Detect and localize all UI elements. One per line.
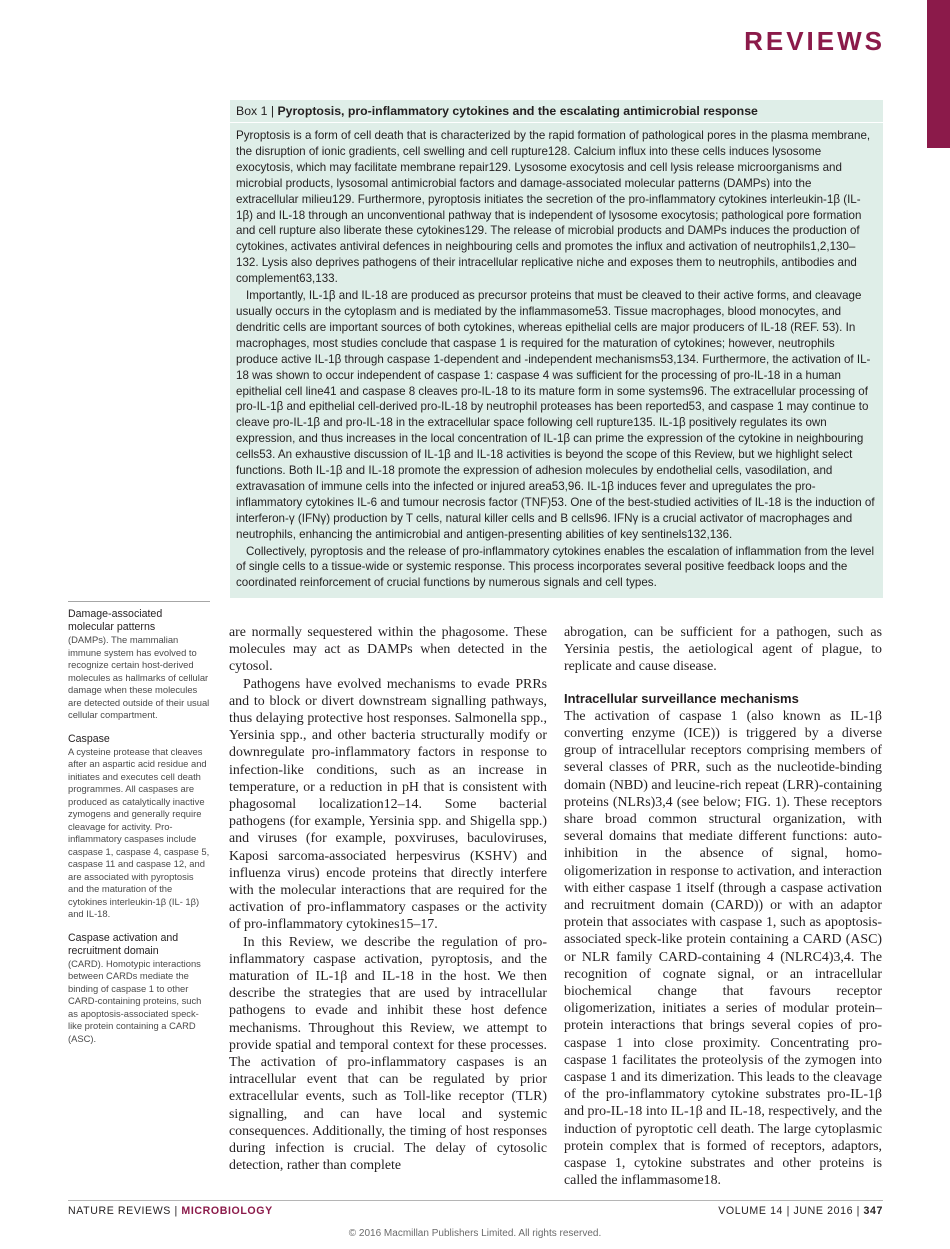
- body-paragraph: abrogation, can be sufficient for a pathogen, such as Yersinia pestis, the aetiological agent of plague, to replicate and cause disease.: [564, 625, 882, 675]
- footer-issue: [718, 1205, 883, 1217]
- body-paragraph: are normally sequestered within the phagosome. These molecules may act as DAMPs when detected in the cytosol.: [229, 625, 547, 675]
- body-paragraph: The activation of caspase 1 (also known as IL-1β converting enzyme (ICE)) is triggered by a diverse group of intracellular receptors comprising members of several classes of PRR, such as the nucleotide-binding domain (NBD) and leucine-rich repeat (LRR)-containing proteins (NLRs)3,4 (see below; FIG. 1). These receptors share broad common structural organization, with several domains that mediate different functions: auto-inhibition in the absence of signal, homo-oligomerization in response to activation, and interaction with either caspase 1 itself (through a caspase activation and recruitment domain (CARD)) or with an adaptor protein that associates with caspase 1, such as apoptosis-associated speck-like protein containing a CARD (ASC) or NLR family CARD-containing 4 (NLRC4)3,4. The recognition of cognate signal, or an intracellular biochemical change that favours receptor oligomerization, initiates a series of modular protein–protein interactions that brings several copies of pro-caspase 1 into close proximity. Concentrating pro-caspase 1 facilitates the proteolysis of the zymogen into caspase 1 and its dimerization. This leads to the cleavage of the pro-inflammatory cytokine substrates pro-IL-1β and pro-IL-18 into IL-1β and IL-18, respectively, and the induction of pyroptotic cell death. The large cytoplasmic protein complex that is formed of receptors, adaptors, caspase 1, cytokine substrates and other proteins is called the inflammasome18.: [564, 708, 882, 1189]
- glossary-entry: [68, 733, 210, 921]
- body-paragraph: In this Review, we describe the regulation of pro-inflammatory caspase activation, pyroptosis, and the maturation of IL-1β and IL-18 in the host. We then describe the strategies that are used by intracellular pathogens to evade and inhibit these host defence mechanisms. Throughout this Review, we attempt to provide spatial and temporal context for these processes. The activation of pro-inflammatory caspases is an intracellular event that can be regulated by prior extracellular events, such as Toll-like receptor (TLR) signalling, and can have local and systemic consequences. Additionally, the timing of host responses during infection is crucial. The delay of cytosolic detection, rather than complete: [229, 934, 547, 1174]
- glossary-entry: [68, 932, 210, 1046]
- box-paragraph-3: Collectively, pyroptosis and the release of pro-inflammatory cytokines enables the escalation of inflammation from the level of single cells to a tissue-wide or systemic response. This process incorporates several positive feedback loops and the coordinated reinforcement of crucial functions by numerous signals and cell types.: [236, 544, 875, 590]
- left-column: [229, 624, 547, 1175]
- page-footer: [68, 1205, 883, 1219]
- glossary-definition: A cysteine protease that cleaves after an aspartic acid residue and initiates and executes cell death programmes. All caspases are produced as catalytically inactive zymogens and generally require cleavage for activity. Pro-inflammatory caspases include caspase 1, caspase 4, caspase 5, caspase 11 and caspase 12, and are associated with pyroptosis and the maturation of the cytokines interleukin-1β (IL- 1β) and IL-18.: [68, 745, 210, 919]
- journal-section: MICROBIOLOGY: [181, 1205, 273, 1217]
- section-color-tab: [927, 0, 950, 148]
- glossary-definition: (DAMPs). The mammalian immune system has evolved to recognize certain host-derived molecules as hallmarks of cellular damage when these molecules are detected outside of their usual cellular compartment.: [68, 634, 210, 720]
- box-title-separator: |: [267, 104, 278, 118]
- section-label: REVIEWS: [744, 26, 885, 56]
- footer-journal: [68, 1205, 273, 1217]
- glossary-entry: [68, 608, 210, 722]
- box-paragraph-1: Pyroptosis is a form of cell death that is characterized by the rapid formation of pathological pores in the plasma membrane, the disruption of ionic gradients, cell swelling and cell rupture128. Calcium influx into these cells induces lysosome exocytosis, which may facilitate membrane repair129. Lysosome exocytosis and cell lysis release microorganisms and microbial products, lysosomal antimicrobial factors and damage-associated molecular patterns (DAMPs) into the extracellular milieu129. Furthermore, pyroptosis initiates the secretion of the pro-inflammatory cytokines interleukin-1β (IL-1β) and IL-18 through an unconventional pathway that is independent of lysosome exocytosis; pathological pore formation and cell rupture also liberate these cytokines129. The release of microbial products and DAMPs induces the production of cytokines, activates antiviral defences in neighbouring cells and promotes the influx and activation of neutrophils1,2,130–132. Lysis also deprives pathogens of their intracellular replicative niche and exposes them to neutrophils, antibodies and complement63,133.: [236, 129, 871, 286]
- glossary-definition: (CARD). Homotypic interactions between CARDs mediate the binding of caspase 1 to other CARD-containing proteins, such as apoptosis-associated speck-like protein containing a CARD (ASC).: [68, 957, 202, 1044]
- box-label: Box 1: [236, 104, 268, 118]
- box-1: [230, 100, 883, 598]
- box-title-text: Pyroptosis, pro-inflammatory cytokines and the escalating antimicrobial response: [277, 104, 758, 118]
- body-paragraph: Pathogens have evolved mechanisms to evade PRRs and to block or divert downstream signalling pathways, thus delaying protective host responses. Salmonella spp., Yersinia spp., and other bacteria structurally modify or downregulate pro-inflammatory factors in response to infection-like conditions, such as an increase in temperature, or a reduction in pH that is consistent with phagosomal localization12–14. Some bacterial pathogens (for example, Yersinia spp. and Shigella spp.) and viruses (for example, poxviruses, baculoviruses, Kaposi sarcoma-associated herpesvirus (KSHV) and influenza virus) encode proteins that directly interfere with the molecular interactions that are required for the activation of pro-inflammatory caspases or the activity of pro-inflammatory cytokines15–17.: [229, 676, 547, 933]
- box-title: [230, 100, 883, 123]
- right-column: [564, 624, 882, 1190]
- box-paragraph-2: Importantly, IL-1β and IL-18 are produced as precursor proteins that must be cleaved to their active forms, and cleavage usually occurs in the cytoplasm and is mediated by the inflammasome53. Tissue macrophages, blood monocytes, and dendritic cells are important sources of both cytokines, whereas epithelial cells are major producers of IL-18 (REF. 53). In macrophages, most studies conclude that caspase 1 is required for the maturation of cytokines; however, neutrophils produce active IL-1β through caspase 1-dependent and -independent mechanisms53,134. Furthermore, the activation of IL-18 was shown to occur independent of caspase 1: caspase 4 was sufficient for the processing of pro-IL-18 in a human epithelial cell line41 and caspase 8 cleaves pro-IL-18 to its mature form in some systems96. The extracellular processing of pro-IL-1β and epithelial cell-derived pro-IL-18 by neutrophil proteases has been reported53, and caspase 1 may continue to cleave pro-IL-1β and pro-IL-18 in the extracellular space following cell rupture135. IL-1β positively regulates its own expression, and thus increases in the local concentration of IL-1β can prime the expression of the cytokine in neighbouring cells53. An exhaustive discussion of IL-1β and IL-18 activities is beyond the scope of this Review, but we highlight select functions. Both IL-1β and IL-18 promote the expression of adhesion molecules by endothelial cells, vasodilation, and extravasation of immune cells into the infected or injured area53,96. IL-1β induces fever and upregulates the pro-inflammatory cytokines IL-6 and tumour necrosis factor (TNF)53. One of the best-studied activities of IL-18 is the induction of interferon-γ (IFNγ) production by T cells, natural killer cells and B cells96. IFNγ is a crucial activator of macrophages and neutrophils, enhancing the antimicrobial and antigen-presenting abilities of key sentinels132,136.: [236, 289, 875, 541]
- journal-name: NATURE REVIEWS: [68, 1205, 171, 1217]
- issue-info: VOLUME 14 | JUNE 2016 |: [718, 1205, 864, 1217]
- footer-rule: [68, 1200, 883, 1201]
- page-number: 347: [863, 1205, 883, 1217]
- glossary-sidebar: [68, 601, 210, 1056]
- box-body: [230, 123, 883, 591]
- glossary-term: Caspase activation and recruitment domain: [68, 931, 179, 957]
- glossary-term: Damage-associated molecular patterns: [68, 608, 163, 633]
- copyright-notice: © 2016 Macmillan Publishers Limited. All rights reserved.: [348, 1228, 602, 1239]
- glossary-term: Caspase: [68, 732, 110, 745]
- section-heading: Intracellular surveillance mechanisms: [564, 690, 799, 706]
- footer-separator: |: [170, 1205, 182, 1217]
